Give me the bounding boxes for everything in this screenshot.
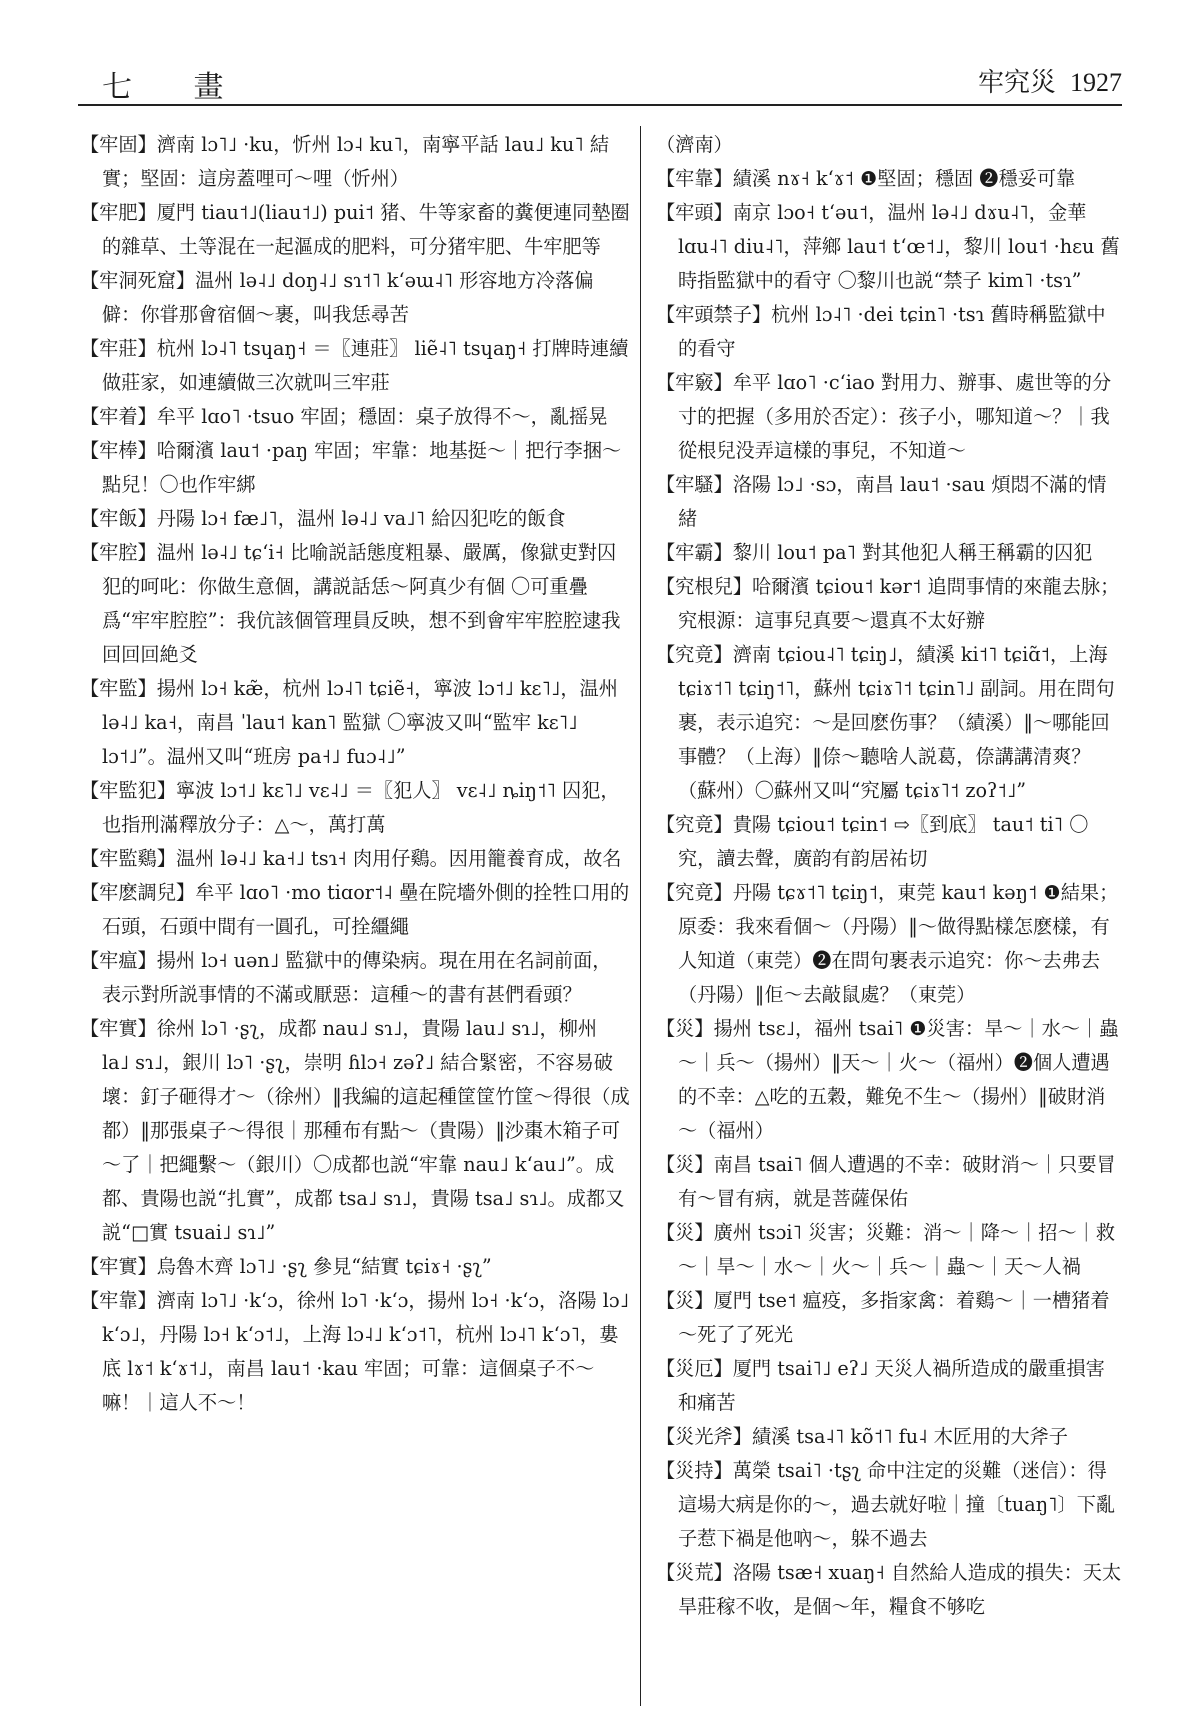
dictionary-entry (656, 1148, 1124, 1216)
page-number: 1927 (1070, 68, 1122, 97)
entry-headword: 【究竟】 (656, 813, 733, 836)
dictionary-entry (80, 1012, 630, 1250)
entry-definition: 丹陽 tɕɤ˦˥ tɕiŋ˦，東莞 kau˦ kəŋ˦ ❶結果；原委：我來看個～（丹陽）‖～做得點樣怎麽樣，有人知道（東莞）❷在問句裹表示追究：你～去弗去（丹陽）‖佢～去敲鼠處？（東莞） (678, 881, 1119, 1006)
header-rule (78, 104, 1122, 106)
right-column (656, 128, 1124, 1624)
entry-headword: 【災光斧】 (656, 1425, 752, 1448)
entry-definition: 南京 lɔo˧ tʻəu˦，温州 lə˨˩ dɤu˨˥，金華 lɑu˨˥ diu˨˥，萍鄉 lau˦ tʻœ˦˩，黎川 lou˦ ·hɛu 舊時指監獄中的看守 〇黎川也説“禁子 kim˥ ·tsɿ” (678, 201, 1120, 292)
entry-headword: 【牢麽調兒】 (80, 881, 196, 904)
entry-headword: 【牢瘟】 (80, 949, 157, 972)
entry-definition: 丹陽 lɔ˧ fæ˩˥，温州 lə˨˩ va˩˥ 給囚犯吃的飯食 (156, 507, 566, 530)
entry-definition: 厦門 tse˦ 瘟疫，多指家禽：着鷄～｜一槽猪着～死了了死光 (678, 1289, 1110, 1346)
entry-definition: 揚州 lɔ˧ uən˩ 監獄中的傳染病。現在用在名詞前面，表示對所説事情的不滿或厭惡：這種～的書有甚們看頭？ (102, 949, 612, 1006)
entry-headword: 【牢頭禁子】 (656, 303, 772, 326)
entry-headword: 【災厄】 (656, 1357, 733, 1380)
entry-headword: 【牢腔】 (80, 541, 157, 564)
dictionary-entry (80, 400, 630, 434)
left-column (80, 128, 630, 1420)
entry-headword: 【究竟】 (656, 881, 733, 904)
dictionary-entry (80, 876, 630, 944)
entry-definition: 厦門 tsai˥˩ eʔ˩ 天災人禍所造成的嚴重損害和痛苦 (678, 1357, 1105, 1414)
entry-headword: 【牢棒】 (80, 439, 157, 462)
entry-definition: 牟平 lɑo˥ ·tsuo 牢固；穩固：桌子放得不～，亂摇晃 (156, 405, 608, 428)
dictionary-entry (80, 196, 630, 264)
entry-definition: 杭州 lɔ˨˥ ·dei tɕin˥ ·tsɿ 舊時稱監獄中的看守 (678, 303, 1106, 360)
entry-headword: 【災】 (656, 1221, 714, 1244)
entry-definition: 牟平 lɑo˥ ·mo tiɑor˦˨ 壘在院墻外側的拴牲口用的石頭，石頭中間有一圓孔，可拴繮繩 (102, 881, 630, 938)
entry-definition: 温州 lə˨˩ tɕʻi˧ 比喻説話態度粗暴、嚴厲，像獄吏對囚犯的呵叱：你做生意個，講説話恁～阿真少有個 〇可重疊爲“牢牢腔腔”：我伉該個管理員反映，想不到會牢牢腔腔逮我回回回絶爻 (102, 541, 621, 666)
dictionary-entry (656, 468, 1124, 536)
entry-headword: 【牢莊】 (80, 337, 157, 360)
entry-headword: 【牢肥】 (80, 201, 157, 224)
dictionary-entry (656, 1352, 1124, 1420)
entry-headword: 【牢着】 (80, 405, 157, 428)
dictionary-entry (656, 536, 1124, 570)
dictionary-entry (80, 1250, 630, 1284)
dictionary-entry (80, 1284, 630, 1420)
dictionary-entry (80, 672, 630, 774)
entry-headword: 【牢飯】 (80, 507, 157, 530)
dictionary-entry (656, 196, 1124, 298)
entry-definition: 揚州 lɔ˧ kæ̃，杭州 lɔ˨˥ tɕiẽ˧，寧波 lɔ˦˩ kɛ˥˩，温州 lə˨˩ ka˧，南昌 ˈlau˦ kan˥ 監獄 〇寧波又叫“監牢 kɛ˥˩ lɔ˦˩”。温州又叫“班房 pa˧˩ fuɔ˨˩” (102, 677, 618, 768)
dictionary-entry (80, 434, 630, 502)
dictionary-entry (656, 1556, 1124, 1624)
page-header (78, 56, 1122, 104)
dictionary-entry (80, 264, 630, 332)
column-divider (640, 126, 641, 1706)
entry-definition: 温州 lə˨˩ ka˧˩ tsɿ˧ 肉用仔鷄。因用籠養育成，故名 (175, 847, 622, 870)
section-title: 七 畫 (102, 70, 250, 105)
entry-headword: 【牢靠】 (80, 1289, 157, 1312)
dictionary-entry (656, 1216, 1124, 1284)
entry-definition: 哈爾濱 lau˦ ·paŋ 牢固；牢靠：地基挺～｜把行李捆～點兒！〇也作牢綁 (102, 439, 622, 496)
dictionary-entry (656, 876, 1124, 1012)
entry-definition: 哈爾濱 tɕiou˦ kər˦ 追問事情的來龍去脉；究根源：這事兒真要～還真不太好辦 (678, 575, 1120, 632)
entry-headword: 【牢固】 (80, 133, 157, 156)
entry-headword: 【牢實】 (80, 1017, 157, 1040)
entry-headword: 【究根兒】 (656, 575, 752, 598)
entry-headword: 【牢實】 (80, 1255, 157, 1278)
entry-headword: 【牢霸】 (656, 541, 733, 564)
running-head (978, 62, 1122, 99)
entry-definition: 烏魯木齊 lɔ˥˩ ·ʂʅ 參見“結實 tɕiɤ˧ ·ʂʅ” (156, 1255, 492, 1278)
entry-headword: 【牢監】 (80, 677, 157, 700)
dictionary-entry (80, 842, 630, 876)
dictionary-entry (80, 944, 630, 1012)
entry-headword: 【災】 (656, 1289, 714, 1312)
entry-definition: 温州 lə˨˩ doŋ˨˩ sɿ˦˥ kʻəɯ˨˥ 形容地方冷落偏僻：你甞那會宿個～裹，叫我恁尋苦 (102, 269, 594, 326)
dictionary-entry (656, 638, 1124, 808)
headword-range: 牢究災 (977, 68, 1056, 98)
dictionary-entry (656, 570, 1124, 638)
entry-headword: 【牢頭】 (656, 201, 733, 224)
entry-definition: 徐州 lɔ˥ ·ʂʅ，成都 nau˩ sɿ˩，貴陽 lau˩ sɿ˩，柳州 la˩ sɿ˩，銀川 lɔ˥ ·ʂʅ，崇明 ɦlɔ˧ zəʔ˩ 結合緊密，不容易破壞：釘子砸得才～（徐州）‖我編的這起種筐筐竹筐～得很（成都）‖那張桌子～得很｜那種布有點～（貴陽）‖沙棗木箱子可～了｜把繩繫～（銀川）〇成都也説“牢靠 nau˩ kʻau˩”。成都、貴陽也説“扎實”，成都 tsa˩ sɿ˩，貴陽 tsa˩ sɿ˩。成都又説“□實 tsuai˩ sɿ˩” (102, 1017, 630, 1244)
entry-definition: 牟平 lɑo˥ ·cʻiao 對用力、辦事、處世等的分寸的把握（多用於否定）：孩子小，哪知道～？｜我從根兒没弄這樣的事兒，不知道～ (678, 371, 1112, 462)
entry-headword: 【災】 (656, 1153, 714, 1176)
dictionary-entry (80, 128, 630, 196)
entry-headword: 【災】 (656, 1017, 714, 1040)
entry-definition: 績溪 nɤ˧ kʻɤ˦ ❶堅固；穩固 ❷穩妥可靠 (732, 167, 1076, 190)
dictionary-entry (656, 1012, 1124, 1148)
dictionary-entry (80, 774, 630, 842)
entry-definition: 廣州 tsɔi˥ 災害；災難：消～｜降～｜招～｜救～｜旱～｜水～｜火～｜兵～｜蟲～｜天～人禍 (678, 1221, 1116, 1278)
dictionary-entry (656, 366, 1124, 468)
dictionary-entry (656, 1420, 1124, 1454)
entry-definition: 寧波 lɔ˦˩ kɛ˥˩ vɛ˨˩ ＝〖犯人〗 vɛ˨˩ ȵiŋ˦˥ 囚犯，也指刑滿釋放分子：△～，萬打萬 (102, 779, 620, 836)
dictionary-entry (80, 502, 630, 536)
dictionary-entry (656, 162, 1124, 196)
entry-definition: 萬榮 tsai˥ ·tʂʅ 命中注定的災難（迷信）：得這場大病是你的～，過去就好啦｜撞〔tuaŋ˥〕下亂子惹下禍是他吶～，躲不過去 (678, 1459, 1116, 1550)
entry-definition: （濟南） (656, 133, 733, 156)
dictionary-entry (80, 332, 630, 400)
dictionary-entry (656, 1284, 1124, 1352)
entry-definition: 洛陽 tsæ˧ xuaŋ˧ 自然給人造成的損失：天太旱莊稼不收，是個～年，糧食不够吃 (678, 1561, 1122, 1618)
dictionary-entry (656, 1454, 1124, 1556)
entry-definition: 濟南 lɔ˥˩ ·kʻɔ，徐州 lɔ˥ ·kʻɔ，揚州 lɔ˧ ·kʻɔ，洛陽 lɔ˩ kʻɔ˩，丹陽 lɔ˧ kʻɔ˦˩，上海 lɔ˨˩ kʻɔ˦˥，杭州 lɔ˨˥ kʻɔ˥，婁底 lɤ˦ kʻɤ˦˩，南昌 lau˦ ·kau 牢固；可靠：這個桌子不～嘛！｜這人不～！ (102, 1289, 630, 1414)
entry-definition: 南昌 tsai˥ 個人遭遇的不幸：破財消～｜只要冒有～冒有病，就是菩薩保佑 (678, 1153, 1116, 1210)
entry-definition: 杭州 lɔ˨˥ tsɥaŋ˧ ＝〖連莊〗 liẽ˨˥ tsɥaŋ˧ 打牌時連續做莊家，如連續做三次就叫三牢莊 (102, 337, 629, 394)
dictionary-entry (656, 808, 1124, 876)
entry-headword: 【牢竅】 (656, 371, 733, 394)
entry-definition: 濟南 tɕiou˨˥ tɕiŋ˩，績溪 ki˦˥ tɕiɑ̃˦，上海 tɕiɤ˦˥ tɕiŋ˦˥，蘇州 tɕiɤ˥˦ tɕin˥˩ 副詞。用在問句裹，表示追究：～是回麽伤事？（績溪）‖～哪能回事體？（上海）‖倷～聽啥人説葛，倷講講清爽？（蘇州）〇蘇州又叫“究屬 tɕiɤ˥˦ zoʔ˦˩” (678, 643, 1115, 802)
entry-headword: 【牢靠】 (656, 167, 733, 190)
entry-definition: 貴陽 tɕiou˦ tɕin˦ ⇨〖到底〗 tau˦ ti˥ 〇究，讀去聲，廣韵有韵居祐切 (678, 813, 1089, 870)
dictionary-entry (656, 128, 1124, 162)
entry-definition: 厦門 tiau˦˩(liau˦˩) pui˦ 猪、牛等家畜的糞便連同墊圈的雜草、土等混在一起漚成的肥料，可分猪牢肥、牛牢肥等 (102, 201, 630, 258)
entry-headword: 【究竟】 (656, 643, 733, 666)
entry-headword: 【災持】 (656, 1459, 733, 1482)
entry-definition: 績溪 tsa˨˥ kõ˦˥ fu˨ 木匠用的大斧子 (751, 1425, 1068, 1448)
entry-definition: 濟南 lɔ˥˩ ·ku，忻州 lɔ˨ ku˥，南寧平話 lau˩ ku˥ 結實；堅固：這房蓋哩可～哩（忻州） (102, 133, 610, 190)
entry-definition: 黎川 lou˦ pa˥ 對其他犯人稱王稱霸的囚犯 (732, 541, 1093, 564)
entry-headword: 【牢騷】 (656, 473, 733, 496)
entry-headword: 【牢洞死窟】 (80, 269, 196, 292)
entry-headword: 【牢監犯】 (80, 779, 176, 802)
entry-headword: 【牢監鷄】 (80, 847, 176, 870)
dictionary-entry (656, 298, 1124, 366)
entry-definition: 揚州 tsɛ˩，福州 tsai˥ ❶災害：旱～｜水～｜蟲～｜兵～（揚州）‖天～｜火～（福州）❷個人遭遇的不幸：△吃的五穀，難免不生～（揚州）‖破財消～（福州） (678, 1017, 1119, 1142)
dictionary-entry (80, 536, 630, 672)
entry-definition: 洛陽 lɔ˩ ·sɔ，南昌 lau˦ ·sau 煩悶不滿的情緒 (678, 473, 1107, 530)
entry-headword: 【災荒】 (656, 1561, 733, 1584)
